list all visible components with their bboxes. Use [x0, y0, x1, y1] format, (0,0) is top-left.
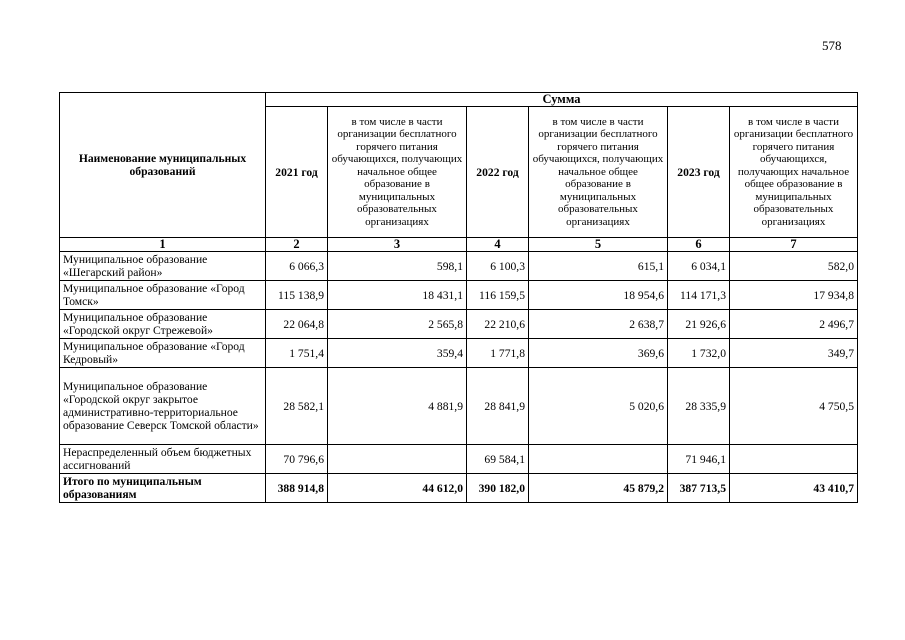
table-row — [60, 252, 858, 281]
total-2022: 390 182,0 — [467, 474, 529, 503]
header-desc-2023: в том числе в части организации бесплатного горячего питания обучающихся, получающих начальное общее образование в муниципальных образовательных организациях — [730, 107, 858, 238]
cell-2022: 116 159,5 — [467, 281, 529, 310]
total-2023: 387 713,5 — [668, 474, 730, 503]
cell-2023: 21 926,6 — [668, 310, 730, 339]
column-number-row — [60, 238, 858, 252]
total-label: Итого по муниципальным образованиям — [60, 474, 266, 503]
cell-2021-meals — [328, 445, 467, 474]
column-number: 1 — [60, 238, 266, 252]
column-number: 5 — [529, 238, 668, 252]
header-sum-group: Сумма — [266, 93, 858, 107]
cell-2021: 6 066,3 — [266, 252, 328, 281]
table-row — [60, 281, 858, 310]
cell-2023-meals: 17 934,8 — [730, 281, 858, 310]
header-desc-2022: в том числе в части организации бесплатного горячего питания обучающихся, получающих начальное общее образование в муниципальных образовательных организациях — [529, 107, 668, 238]
header-desc-2021: в том числе в части организации бесплатного горячего питания обучающихся, получающих начальное общее образование в муниципальных образовательных организациях — [328, 107, 467, 238]
row-name: Муниципальное образование «Шегарский район» — [60, 252, 266, 281]
cell-2023: 28 335,9 — [668, 368, 730, 445]
cell-2021-meals: 4 881,9 — [328, 368, 467, 445]
table-row — [60, 368, 858, 445]
total-2023-meals: 43 410,7 — [730, 474, 858, 503]
table-row — [60, 445, 858, 474]
header-year-2021: 2021 год — [266, 107, 328, 238]
row-name: Муниципальное образование «Город Томск» — [60, 281, 266, 310]
row-name: Нераспределенный объем бюджетных ассигнований — [60, 445, 266, 474]
cell-2021-meals: 598,1 — [328, 252, 467, 281]
row-name: Муниципальное образование «Город Кедровый» — [60, 339, 266, 368]
total-2021: 388 914,8 — [266, 474, 328, 503]
cell-2022: 22 210,6 — [467, 310, 529, 339]
cell-2021: 115 138,9 — [266, 281, 328, 310]
header-year-2023: 2023 год — [668, 107, 730, 238]
cell-2023-meals: 349,7 — [730, 339, 858, 368]
cell-2022: 6 100,3 — [467, 252, 529, 281]
cell-2023: 71 946,1 — [668, 445, 730, 474]
cell-2022-meals: 615,1 — [529, 252, 668, 281]
total-2022-meals: 45 879,2 — [529, 474, 668, 503]
cell-2021: 22 064,8 — [266, 310, 328, 339]
cell-2021-meals: 359,4 — [328, 339, 467, 368]
row-name: Муниципальное образование «Городской округ Стрежевой» — [60, 310, 266, 339]
table-row — [60, 339, 858, 368]
page-number: 578 — [822, 38, 842, 53]
cell-2023-meals — [730, 445, 858, 474]
column-number: 2 — [266, 238, 328, 252]
total-row — [60, 474, 858, 503]
header-name-column: Наименование муниципальных образований — [60, 93, 266, 238]
column-number: 6 — [668, 238, 730, 252]
cell-2023-meals: 582,0 — [730, 252, 858, 281]
cell-2022-meals: 18 954,6 — [529, 281, 668, 310]
cell-2021-meals: 2 565,8 — [328, 310, 467, 339]
budget-table — [59, 92, 858, 503]
cell-2023: 6 034,1 — [668, 252, 730, 281]
cell-2022-meals: 5 020,6 — [529, 368, 668, 445]
cell-2023-meals: 2 496,7 — [730, 310, 858, 339]
table-row — [60, 310, 858, 339]
cell-2022: 28 841,9 — [467, 368, 529, 445]
column-number: 3 — [328, 238, 467, 252]
cell-2022-meals: 2 638,7 — [529, 310, 668, 339]
cell-2023: 1 732,0 — [668, 339, 730, 368]
cell-2023: 114 171,3 — [668, 281, 730, 310]
cell-2021: 70 796,6 — [266, 445, 328, 474]
column-number: 7 — [730, 238, 858, 252]
row-name: Муниципальное образование «Городской округ закрытое административно-территориальное образование Северск Томской области» — [60, 368, 266, 445]
cell-2022-meals — [529, 445, 668, 474]
cell-2021: 28 582,1 — [266, 368, 328, 445]
cell-2022-meals: 369,6 — [529, 339, 668, 368]
header-year-2022: 2022 год — [467, 107, 529, 238]
cell-2021-meals: 18 431,1 — [328, 281, 467, 310]
cell-2022: 1 771,8 — [467, 339, 529, 368]
total-2021-meals: 44 612,0 — [328, 474, 467, 503]
cell-2023-meals: 4 750,5 — [730, 368, 858, 445]
column-number: 4 — [467, 238, 529, 252]
cell-2021: 1 751,4 — [266, 339, 328, 368]
cell-2022: 69 584,1 — [467, 445, 529, 474]
